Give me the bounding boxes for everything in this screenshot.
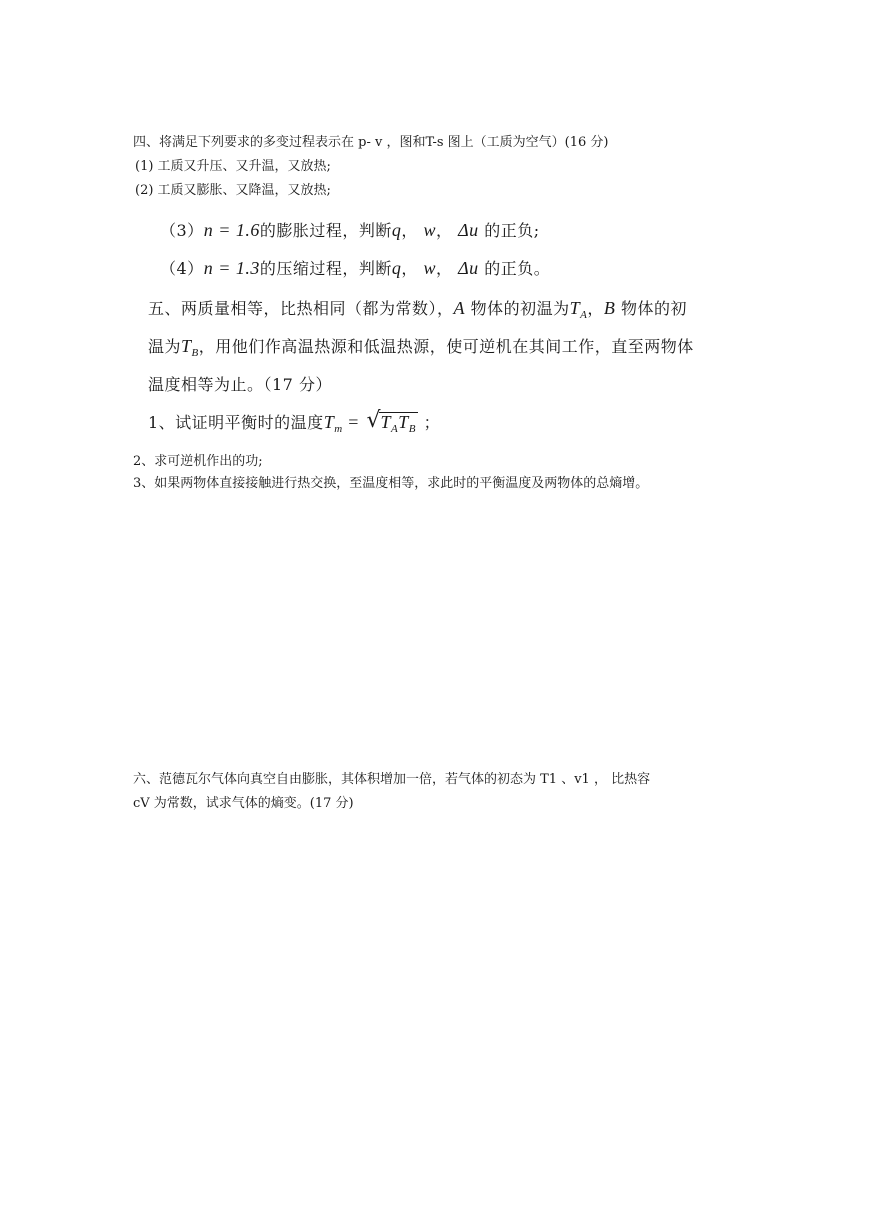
q5-sub-1: [148, 410, 440, 435]
q4-item-3-n: n = 1.6: [203, 220, 260, 240]
q5-Tm-sub: m: [334, 423, 343, 435]
q5-line-2-a: 温为: [148, 337, 182, 356]
q4-item-3-q: q: [391, 220, 402, 240]
q4-item-4-mid: 的压缩过程，判断: [259, 259, 392, 278]
q4-item-4-suffix: 的正负。: [484, 259, 551, 278]
q6-line-2: cV 为常数，试求气体的熵变。(17 分): [133, 796, 354, 811]
q5-A: A: [453, 298, 466, 318]
q4-item-3-suffix: 的正负;: [484, 221, 540, 240]
q4-item-4-q: q: [391, 258, 402, 278]
q5-line-2: [148, 334, 694, 359]
q5-TB-sub: B: [191, 347, 199, 359]
q4-item-3-du: Δu: [458, 220, 479, 240]
q5-sub-1-text: 1、试证明平衡时的温度: [148, 413, 324, 432]
q5-TA: T: [569, 298, 581, 318]
q5-line-1-b: 物体的初温为: [470, 299, 570, 318]
q4-item-4-du: Δu: [458, 258, 479, 278]
q4-heading: 四、将满足下列要求的多变过程表示在 p- v ，图和T-s 图上（工质为空气）(16 分): [133, 135, 609, 150]
q5-Tm: T: [323, 412, 335, 432]
q5-B: B: [603, 298, 616, 318]
q5-sub-3: 3、如果两物体直接接触进行热交换，至温度相等，求此时的平衡温度及两物体的总熵增。: [133, 476, 649, 491]
q5-line-1-d: 物体的初: [620, 299, 687, 318]
q5-line-3: 温度相等为止。（17 分）: [148, 375, 332, 394]
q5-sub-2: 2、求可逆机作出的功;: [133, 454, 263, 469]
q4-item-3-mid: 的膨胀过程，判断: [259, 221, 392, 240]
q5-line-1-a: 五、两质量相等，比热相同（都为常数），: [148, 299, 454, 318]
q4-item-1: (1) 工质又升压、又升温，又放热;: [135, 159, 331, 174]
q4-item-4-w: w: [423, 258, 436, 278]
q4-item-2: (2) 工质又膨胀、又降温，又放热;: [135, 183, 331, 198]
q5-rad-TA: T: [380, 412, 392, 432]
sqrt-symbol: √: [366, 408, 382, 433]
q5-line-1-c: ，: [587, 299, 604, 318]
q4-item-3-prefix: （3）: [160, 221, 204, 240]
q4-item-4-prefix: （4）: [160, 259, 204, 278]
q5-rad-TA-sub: A: [391, 423, 399, 435]
q5-line-1: [148, 296, 687, 321]
q4-item-3-w: w: [423, 220, 436, 240]
q5-rad-TB: T: [398, 412, 409, 432]
q6-line-1: 六、范德瓦尔气体向真空自由膨胀，其体积增加一倍，若气体的初态为 T1 、v1 ， 比热容: [133, 772, 651, 787]
q5-sqrt-radicand: [379, 412, 419, 435]
q4-item-4: （4）n = 1.3的压缩过程，判断q， w， Δu 的正负。: [160, 258, 551, 278]
q5-sub-1-end: ；: [423, 413, 441, 432]
q5-rad-TB-sub: B: [408, 423, 416, 435]
q4-item-4-n: n = 1.3: [203, 258, 260, 278]
q5-TA-sub: A: [580, 309, 588, 321]
q5-sqrt: [366, 408, 419, 435]
q5-TB: T: [181, 336, 192, 356]
q5-equals: =: [348, 412, 359, 432]
q5-line-2-b: ，用他们作高温热源和低温热源，使可逆机在其间工作，直至两物体: [198, 337, 694, 356]
q4-item-3: （3）n = 1.6的膨胀过程，判断q， w， Δu 的正负;: [160, 220, 540, 240]
